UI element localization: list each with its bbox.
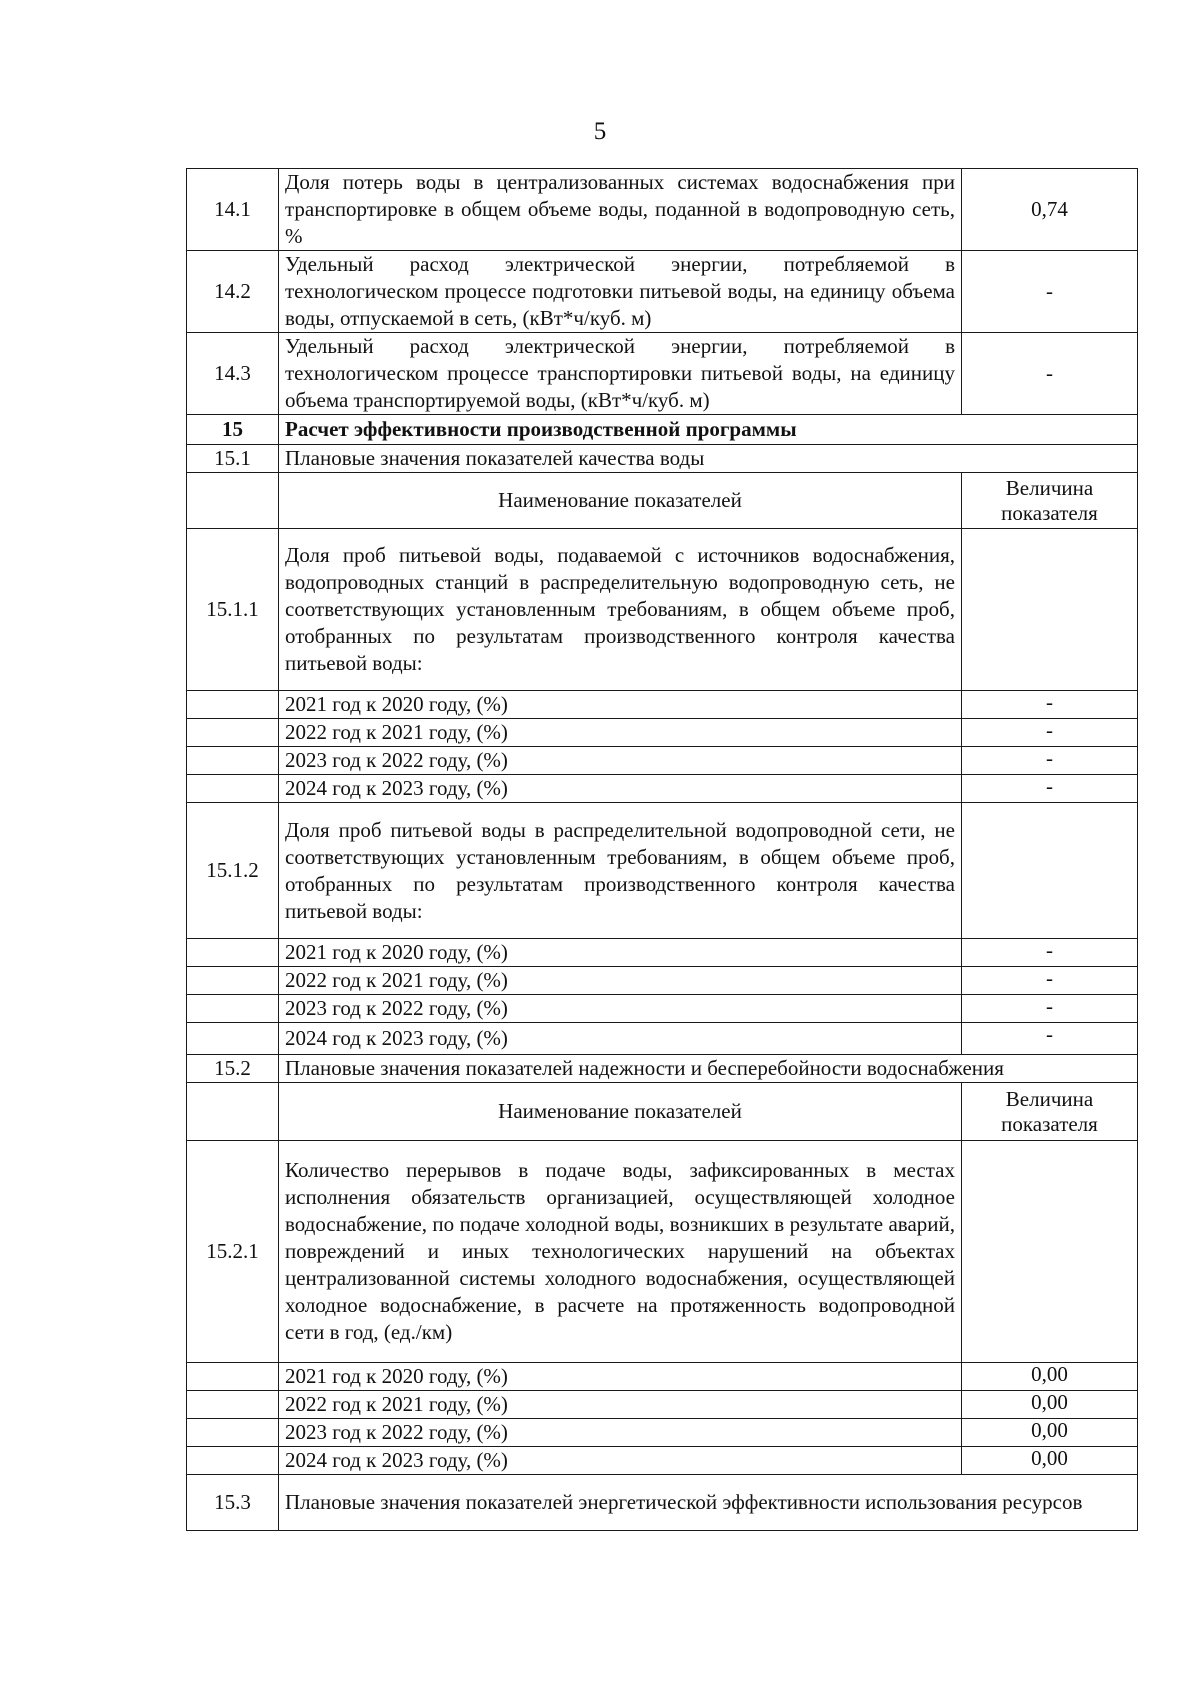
page-number: 5 — [593, 118, 607, 145]
year-row — [187, 691, 1138, 719]
year-label: 2021 год к 2020 году, (%) — [279, 1363, 962, 1391]
year-row — [187, 775, 1138, 803]
year-label: 2024 год к 2023 году, (%) — [279, 1023, 962, 1055]
subsection-number: 15.2 — [187, 1055, 279, 1083]
table-row — [187, 251, 1138, 333]
year-value: - — [962, 691, 1138, 719]
item-value-empty — [962, 529, 1138, 691]
subsection-row — [187, 445, 1138, 473]
table-row — [187, 169, 1138, 251]
row-number: 14.3 — [187, 333, 279, 415]
year-row — [187, 967, 1138, 995]
header-value: Величина показателя — [962, 1083, 1138, 1141]
year-label: 2023 год к 2022 году, (%) — [279, 747, 962, 775]
year-row — [187, 747, 1138, 775]
header-empty-cell — [187, 473, 279, 529]
section-title: Расчет эффективности производственной программы — [279, 415, 1138, 445]
header-row — [187, 473, 1138, 529]
year-value: - — [962, 967, 1138, 995]
header-value: Величина показателя — [962, 473, 1138, 529]
section-number: 15 — [187, 415, 279, 445]
row-value: - — [962, 251, 1138, 333]
item-number: 15.1.1 — [187, 529, 279, 691]
subsection-number: 15.3 — [187, 1475, 279, 1531]
year-value: - — [962, 1023, 1138, 1055]
year-label: 2024 год к 2023 году, (%) — [279, 775, 962, 803]
year-label: 2023 год к 2022 году, (%) — [279, 1419, 962, 1447]
item-number: 15.2.1 — [187, 1141, 279, 1363]
year-row — [187, 1447, 1138, 1475]
row-description: Удельный расход электрической энергии, потребляемой в технологическом процессе подготовки питьевой воды, на единицу объема воды, отпускаемой в сеть, (кВт*ч/куб. м) — [279, 251, 962, 333]
year-label: 2021 год к 2020 году, (%) — [279, 691, 962, 719]
year-value: - — [962, 939, 1138, 967]
item-description: Доля проб питьевой воды, подаваемой с источников водоснабжения, водопроводных станций в распределительную водопроводную сеть, не соответствующих установленным требованиям, в общем объеме проб, отобранных по результатам производственного контроля качества питьевой воды: — [279, 529, 962, 691]
row-description: Удельный расход электрической энергии, потребляемой в технологическом процессе транспортировки питьевой воды, на единицу объема транспортируемой воды, (кВт*ч/куб. м) — [279, 333, 962, 415]
year-label: 2021 год к 2020 году, (%) — [279, 939, 962, 967]
year-label: 2023 год к 2022 году, (%) — [279, 995, 962, 1023]
subsection-title: Плановые значения показателей качества воды — [279, 445, 1138, 473]
row-value: - — [962, 333, 1138, 415]
subsection-title: Плановые значения показателей надежности и бесперебойности водоснабжения — [279, 1055, 1138, 1083]
year-label: 2022 год к 2021 году, (%) — [279, 1391, 962, 1419]
subsection-number: 15.1 — [187, 445, 279, 473]
item-row — [187, 803, 1138, 939]
item-value-empty — [962, 1141, 1138, 1363]
year-label: 2022 год к 2021 году, (%) — [279, 719, 962, 747]
header-name: Наименование показателей — [279, 473, 962, 529]
year-value: 0,00 — [962, 1391, 1138, 1419]
item-description: Количество перерывов в подаче воды, зафиксированных в местах исполнения обязательств организацией, осуществляющей холодное водоснабжение, по подаче холодной воды, возникших в результате аварий, повреждений и иных технологических нарушений на объектах централизованной системы холодного водоснабжения, осуществляющей холодное водоснабжение, в расчете на протяженность водопроводной сети в год, (ед./км) — [279, 1141, 962, 1363]
year-value: 0,00 — [962, 1363, 1138, 1391]
row-value: 0,74 — [962, 169, 1138, 251]
subsection-row — [187, 1055, 1138, 1083]
item-row — [187, 1141, 1138, 1363]
year-row — [187, 1023, 1138, 1055]
year-label: 2024 год к 2023 году, (%) — [279, 1447, 962, 1475]
header-name: Наименование показателей — [279, 1083, 962, 1141]
subsection-row — [187, 1475, 1138, 1531]
year-value: - — [962, 719, 1138, 747]
item-value-empty — [962, 803, 1138, 939]
header-empty-cell — [187, 1083, 279, 1141]
year-row — [187, 1419, 1138, 1447]
subsection-title: Плановые значения показателей энергетической эффективности использования ресурсов — [279, 1475, 1138, 1531]
header-row — [187, 1083, 1138, 1141]
item-number: 15.1.2 — [187, 803, 279, 939]
year-row — [187, 1363, 1138, 1391]
table-row — [187, 333, 1138, 415]
row-number: 14.2 — [187, 251, 279, 333]
year-value: 0,00 — [962, 1447, 1138, 1475]
year-row — [187, 939, 1138, 967]
row-description: Доля потерь воды в централизованных системах водоснабжения при транспортировке в общем объеме воды, поданной в водопроводную сеть, % — [279, 169, 962, 251]
year-label: 2022 год к 2021 году, (%) — [279, 967, 962, 995]
year-value: - — [962, 747, 1138, 775]
row-number: 14.1 — [187, 169, 279, 251]
year-value: 0,00 — [962, 1419, 1138, 1447]
year-row — [187, 719, 1138, 747]
section-row — [187, 415, 1138, 445]
indicators-table — [186, 168, 1138, 1531]
year-value: - — [962, 775, 1138, 803]
item-row — [187, 529, 1138, 691]
item-description: Доля проб питьевой воды в распределительной водопроводной сети, не соответствующих установленным требованиям, в общем объеме проб, отобранных по результатам производственного контроля качества питьевой воды: — [279, 803, 962, 939]
year-row — [187, 995, 1138, 1023]
year-value: - — [962, 995, 1138, 1023]
year-row — [187, 1391, 1138, 1419]
